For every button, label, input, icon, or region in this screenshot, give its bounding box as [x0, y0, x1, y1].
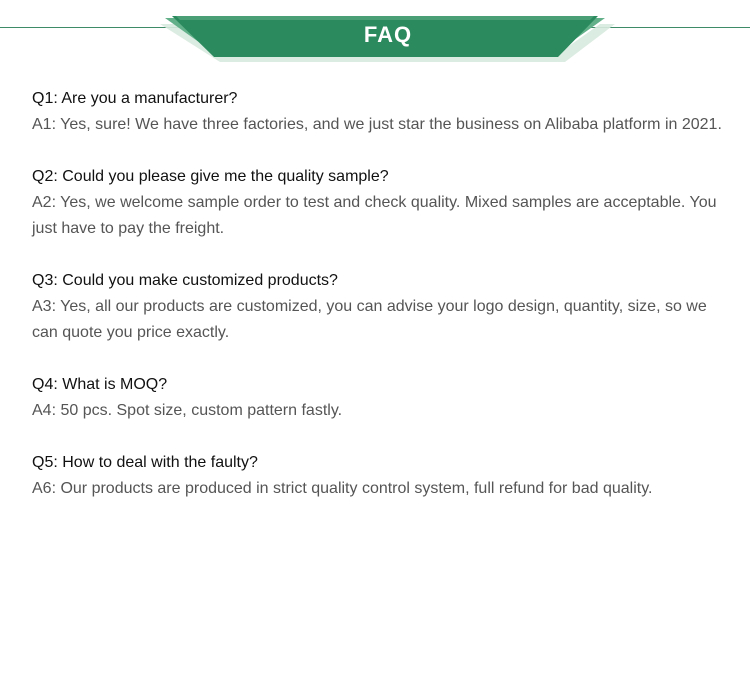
question-text: Q4: What is MOQ?	[32, 376, 168, 393]
faq-list	[32, 86, 722, 528]
answer-text: A2: Yes, we welcome sample order to test and check quality. Mixed samples are acceptable. You just have to pay the freight.	[32, 194, 717, 237]
answer-text: A4: 50 pcs. Spot size, custom pattern fastly.	[32, 402, 343, 419]
answer-text: A3: Yes, all our products are customized, you can advise your logo design, quantity, size, so we can quote you price exactly.	[32, 298, 707, 341]
faq-item-2	[32, 164, 722, 242]
faq-header	[0, 0, 750, 70]
question-text: Q5: How to deal with the faulty?	[32, 454, 258, 471]
answer-text: A6: Our products are produced in strict quality control system, full refund for bad quality.	[32, 480, 653, 497]
faq-item-3	[32, 268, 722, 346]
faq-item-1	[32, 86, 722, 138]
faq-item-4	[32, 372, 722, 424]
faq-item-5	[32, 450, 722, 502]
question-text: Q3: Could you make customized products?	[32, 272, 338, 289]
answer-text: A1: Yes, sure! We have three factories, and we just star the business on Alibaba platform in 2021.	[32, 116, 722, 133]
question-text: Q2: Could you please give me the quality sample?	[32, 168, 389, 185]
page-title: FAQ	[363, 22, 413, 47]
question-text: Q1: Are you a manufacturer?	[32, 90, 238, 107]
